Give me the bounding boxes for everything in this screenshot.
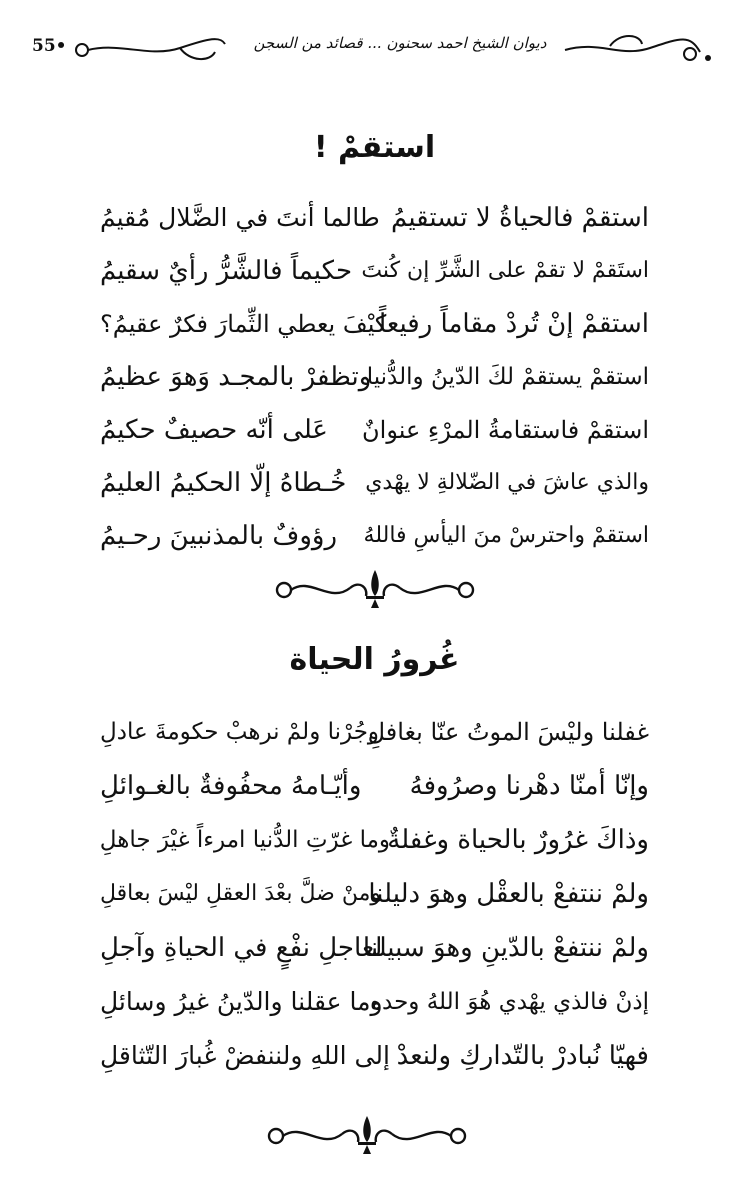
page-number: 55• xyxy=(32,36,67,56)
verse-first-hemistich: إذنْ فالذي يهْدي هُوَ اللهُ وحده xyxy=(369,989,649,1015)
poem-title: استقمْ ! xyxy=(313,130,436,165)
verse xyxy=(0,408,749,458)
verse xyxy=(0,980,749,1030)
verse-second-hemistich: عَلى أنّه حصيفٌ حكيمُ xyxy=(100,415,328,445)
verse xyxy=(0,196,749,246)
verse xyxy=(0,710,749,760)
poem-title: غُرورُ الحياة xyxy=(289,642,460,677)
verse-first-hemistich: استقمْ فاستقامةُ المرْءِ عنوانٌ xyxy=(362,416,649,444)
verse-second-hemistich: وأيّـامهُ محفُوفةٌ بالغـوائلِ xyxy=(100,771,362,801)
verse xyxy=(0,355,749,405)
ornament-divider-icon xyxy=(262,1112,472,1156)
verse-second-hemistich: رؤوفٌ بالمذنبينَ رحـيمُ xyxy=(100,521,338,551)
verse-first-hemistich: فهيّا نُبادرْ بالتّداركِ ولنعدْ xyxy=(396,1041,649,1071)
verse-second-hemistich: حكيماً فالشَّرُّ رأيٌ سقيمُ xyxy=(100,256,353,286)
verse-second-hemistich: إلى اللهِ ولننفضْ غُبارَ التّثاقلِ xyxy=(100,1041,390,1070)
verse-first-hemistich: وإنّا أمنّا دهْرنا وصرُوفهُ xyxy=(409,771,649,801)
verse-second-hemistich: وجُرْنا ولمْ نرهبْ حكومةَ عادلِ xyxy=(100,719,380,745)
verse-first-hemistich: استقمْ فالحياةُ لا تستقيمُ xyxy=(391,203,649,233)
verse xyxy=(0,1034,749,1084)
verse-first-hemistich: وذاكَ غرُورٌ بالحياة وغفلةٌ xyxy=(387,825,649,855)
verse-second-hemistich: طالما أنتَ في الضَّلال مُقيمُ xyxy=(100,203,380,232)
verse xyxy=(0,764,749,814)
verse-second-hemistich: وما غرّتِ الدُّنيا امرءاً غيْرَ جاهلِ xyxy=(99,827,390,853)
verse xyxy=(0,514,749,564)
verse-first-hemistich: استَقمْ لا تقمْ على الشَّرِّ إن كُنتَ xyxy=(361,258,649,283)
verse-first-hemistich: استقمْ إنْ تُردْ مقاماً رفيعاً xyxy=(379,309,649,339)
verse-first-hemistich: غفلنا وليْسَ الموتُ عنّا بغافلِ xyxy=(367,718,649,746)
verse-second-hemistich: لعاجلِ نفْعٍ في الحياةِ وآجلِ xyxy=(100,933,383,963)
verse-first-hemistich: والذي عاشَ في الضّلالةِ لا يهْدي xyxy=(365,470,649,495)
verse-second-hemistich: ومنْ ضلَّ بعْدَ العقلِ ليْسَ بعاقلِ xyxy=(100,881,381,906)
verse xyxy=(0,249,749,299)
verse-first-hemistich: استقمْ واحترسْ منَ اليأسِ فاللهُ xyxy=(363,523,649,548)
verse-first-hemistich: ولمْ ننتفعْ بالدّينِ وهوَ سبيلنا xyxy=(362,933,649,963)
verse xyxy=(0,872,749,922)
verse-second-hemistich: كيْفَ يعطي الثِّمارَ فكرٌ عقيمُ؟ xyxy=(100,310,387,338)
verse-first-hemistich: ولمْ ننتفعْ بالعقْل وهوَ دليلنا xyxy=(368,879,649,909)
ornament-divider-icon xyxy=(270,566,480,610)
verse xyxy=(0,461,749,511)
verse-second-hemistich: خُـطاهُ إلّا الحكيمُ العليمُ xyxy=(100,468,347,498)
verse xyxy=(0,818,749,868)
verse-second-hemistich: وما عقلنا والدّينُ غيرُ وسائلِ xyxy=(100,987,383,1016)
running-title: ديوان الشيخ احمد سحنون ... قصائد من السجن xyxy=(253,34,547,52)
verse-second-hemistich: وتظفرْ بالمجـد وَهوَ عظيمُ xyxy=(100,362,372,392)
verse xyxy=(0,926,749,976)
verse-first-hemistich: استقمْ يستقمْ لكَ الدّينُ والدُّنيا xyxy=(366,364,649,390)
page-header xyxy=(0,22,749,72)
verse xyxy=(0,302,749,352)
